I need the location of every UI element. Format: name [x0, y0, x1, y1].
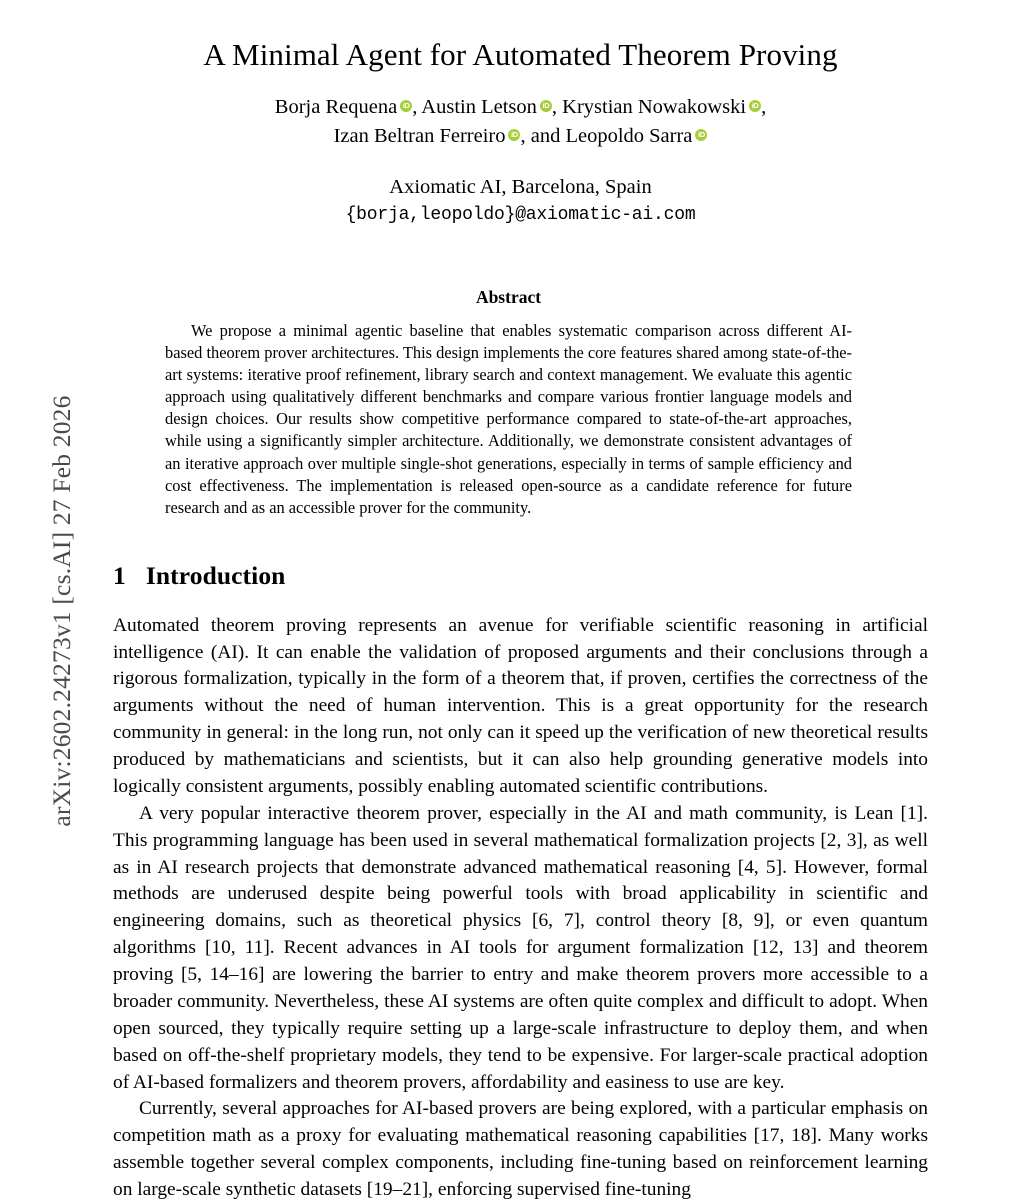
paragraph: Automated theorem proving represents an avenue for verifiable scientific reasoning in artificial intelligence (AI). It can enable the validation of proposed arguments and their conclusions through a rigorous formalization, typically in the form of a theorem that, if proven, certifies the correctness of the arguments without the need of human intervention. This is a great opportunity for the research community in general: in the long run, not only can it speed up the verification of new theoretical results produced by mathematicians and scientists, but it can also help grounding generative models into logically consistent arguments, possibly enabling automated scientific contributions.	[113, 614, 928, 797]
paragraph: A very popular interactive theorem prover, especially in the AI and math community, is Lean [1]. This programming language has been used in several mathematical formalization projects [2, 3], as well as in AI research projects that demonstrate advanced mathematical reasoning [4, 5]. However, formal methods are underused despite being powerful tools with broad applicability in scientific and engineering domains, such as theoretical physics [6, 7], control theory [8, 9], or even quantum algorithms [10, 11]. Recent advances in AI tools for argument formalization [12, 13] and theorem proving [5, 14–16] are lowering the barrier to entry and make theorem provers more accessible to a broader community. Nevertheless, these AI systems are often quite complex and difficult to adopt. When open sourced, they typically require setting up a large-scale infrastructure to deploy them, and when based on off-the-shelf proprietary models, they tend to be expensive. For larger-scale practical adoption of AI-based formalizers and theorem provers, affordability and easiness to use are key.	[113, 802, 928, 1093]
orcid-icon[interactable]	[540, 100, 552, 112]
author-list	[113, 93, 928, 151]
section-number: 1	[113, 560, 126, 590]
section-title: Introduction	[145, 560, 286, 590]
orcid-icon[interactable]	[508, 129, 520, 141]
author-separator-1: , Austin Letson	[412, 96, 537, 119]
author-separator-3: ,	[761, 96, 767, 119]
arxiv-stamp	[0, 0, 96, 1200]
orcid-icon[interactable]	[695, 129, 707, 141]
introduction-body	[113, 613, 928, 1204]
abstract-body: We propose a minimal agentic baseline that enables systematic comparison across different AI-based theorem prover architectures. This design implements the core features shared among state-of-the-art systems: iterative proof refinement, library search and context management. We evaluate this agentic approach using qualitatively different benchmarks and compare various frontier language models and design choices. Our results show competitive performance compared to state-of-the-art approaches, while using a significantly simpler architecture. Additionally, we demonstrate consistent advantages of an iterative approach over multiple single-shot generations, especially in terms of sample efficiency and cost effectiveness. The implementation is released open-source as a candidate reference for future research and as an accessible prover for the community.	[165, 321, 852, 517]
author-separator-2: , Krystian Nowakowski	[551, 96, 747, 119]
orcid-icon[interactable]	[749, 100, 761, 112]
paper-page	[113, 0, 928, 1200]
orcid-icon[interactable]	[400, 100, 412, 112]
author-line-1	[113, 93, 928, 122]
abstract-section	[165, 287, 852, 519]
author-separator-4: , and Leopoldo Sarra	[520, 125, 693, 148]
section-heading-introduction	[113, 561, 928, 591]
contact-email: {borja,leopoldo}@axiomatic-ai.com	[345, 205, 696, 226]
paragraph: Currently, several approaches for AI-based provers are being explored, with a particular emphasis on competition math as a proxy for evaluating mathematical reasoning capabilities [17, 18]. Many works assemble together several complex components, including fine-tuning based on reinforcement learning on large-scale synthetic datasets [19–21], enforcing supervised fine-tuning	[113, 1098, 928, 1201]
abstract-heading: Abstract	[475, 287, 542, 308]
author-name-borja-requena: Borja Requena	[274, 96, 398, 119]
arxiv-identifier-text: arXiv:2602.24273v1 [cs.AI] 27 Feb 2026	[47, 395, 76, 827]
author-name-izan-beltran-ferreiro: Izan Beltran Ferreiro	[333, 125, 506, 148]
affiliation: Axiomatic AI, Barcelona, Spain	[389, 176, 652, 199]
page-title: A Minimal Agent for Automated Theorem Proving	[203, 37, 838, 72]
author-line-2	[113, 122, 928, 151]
